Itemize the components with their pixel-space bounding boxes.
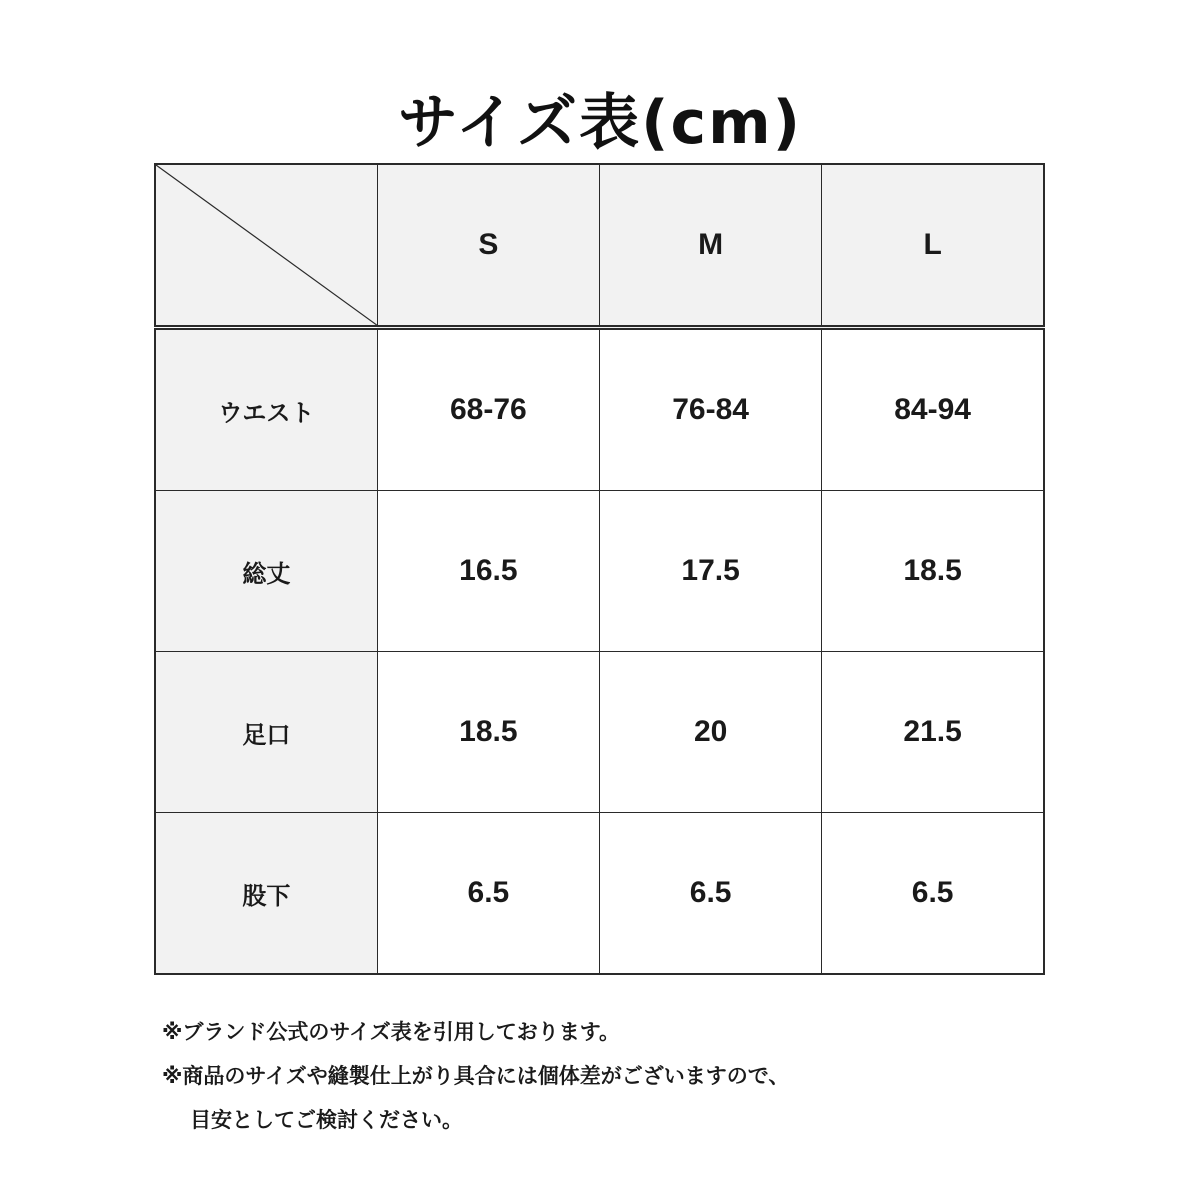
table-row-inseam (155, 813, 1044, 975)
cell-total-length-s: 16.5 (377, 491, 599, 652)
table-header-row (155, 164, 1044, 328)
table-row-leg-opening (155, 652, 1044, 813)
column-header-m: M (600, 164, 822, 328)
cell-waist-l: 84-94 (822, 328, 1044, 491)
table-row-total-length (155, 491, 1044, 652)
row-label-leg-opening: 足口 (155, 652, 377, 813)
table-corner-cell (155, 164, 377, 328)
cell-inseam-m: 6.5 (600, 813, 822, 975)
cell-total-length-l: 18.5 (822, 491, 1044, 652)
row-label-inseam: 股下 (155, 813, 377, 975)
cell-waist-m: 76-84 (600, 328, 822, 491)
note-line-2: ※商品のサイズや縫製仕上がり具合には個体差がございますので、 (162, 1064, 790, 1088)
cell-waist-s: 68-76 (377, 328, 599, 491)
note-line-1: ※ブランド公式のサイズ表を引用しております。 (162, 1020, 621, 1044)
cell-leg-opening-m: 20 (600, 652, 822, 813)
diagonal-divider-line (156, 165, 377, 325)
note-line-3: 目安としてご検討ください。 (190, 1108, 463, 1132)
cell-leg-opening-s: 18.5 (377, 652, 599, 813)
column-header-s: S (377, 164, 599, 328)
cell-total-length-m: 17.5 (600, 491, 822, 652)
size-table (154, 163, 1045, 975)
page-title: サイズ表(cm) (397, 88, 803, 158)
column-header-l: L (822, 164, 1044, 328)
row-label-total-length: 総丈 (155, 491, 377, 652)
table-row-waist (155, 328, 1044, 491)
cell-inseam-s: 6.5 (377, 813, 599, 975)
cell-leg-opening-l: 21.5 (822, 652, 1044, 813)
notes-section (162, 1010, 1062, 1142)
cell-inseam-l: 6.5 (822, 813, 1044, 975)
row-label-waist: ウエスト (155, 328, 377, 491)
